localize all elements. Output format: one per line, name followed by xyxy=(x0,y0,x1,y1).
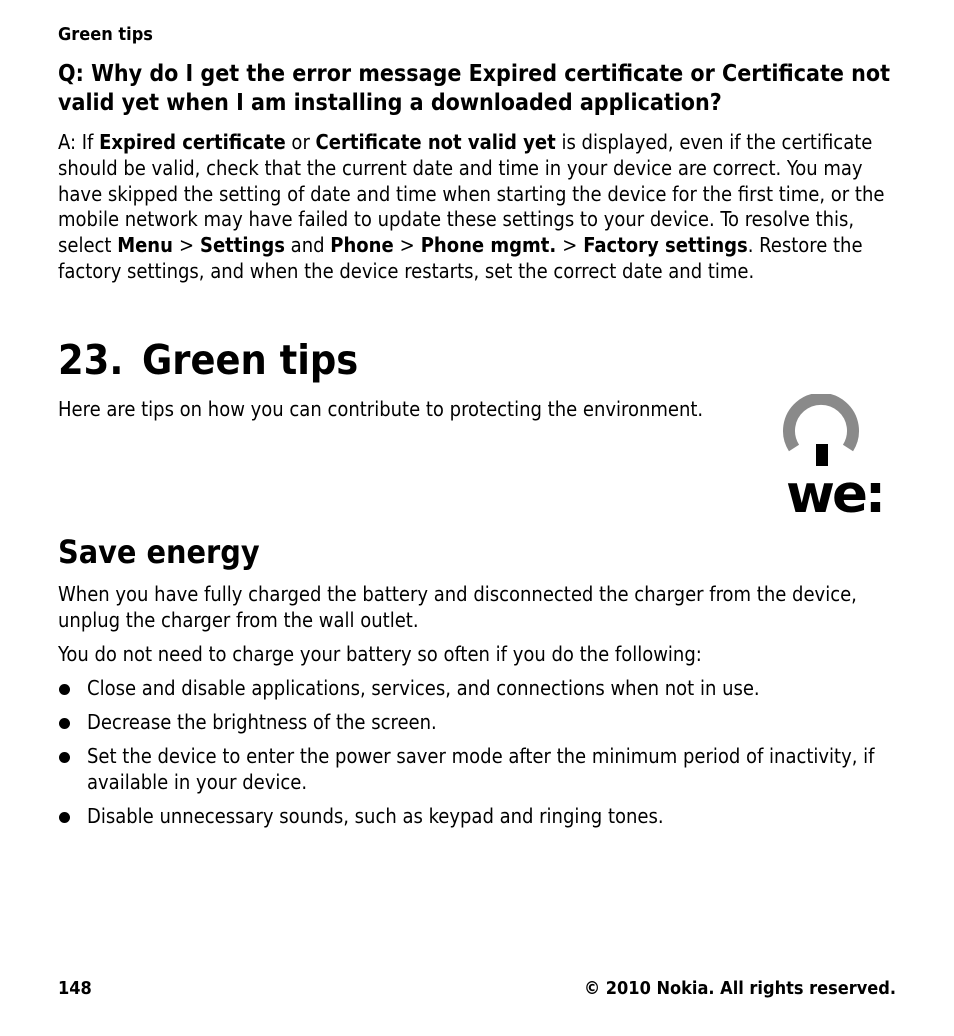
chapter-intro: Here are tips on how you can contribute to protecting the environment. xyxy=(58,397,704,421)
term-certificate-not-valid: Certificate not valid yet xyxy=(315,130,556,154)
term-expired-certificate: Expired certificate xyxy=(99,130,286,154)
we-logo-text: we: xyxy=(786,464,884,518)
answer-and: and xyxy=(284,233,331,258)
paragraph-charge-less: You do not need to charge your battery so often if you do the following: xyxy=(58,642,702,666)
chapter-number: 23. xyxy=(58,336,124,384)
running-header: Green tips xyxy=(58,24,153,45)
menu-path-phone-mgmt: Phone mgmt. xyxy=(420,233,557,258)
menu-separator: > xyxy=(562,233,578,258)
menu-path-settings: Settings xyxy=(200,233,285,258)
menu-path-menu: Menu xyxy=(117,233,173,258)
list-item: Set the device to enter the power saver mode after the minimum period of inactivity, if available in your device. xyxy=(58,743,896,795)
copyright-notice: © 2010 Nokia. All rights reserved. xyxy=(583,978,896,999)
list-item: Decrease the brightness of the screen. xyxy=(58,709,896,735)
answer-or: or xyxy=(285,130,316,154)
document-page xyxy=(58,0,896,1036)
we-logo-stem xyxy=(816,444,828,466)
we-logo-icon xyxy=(778,394,896,518)
menu-path-factory-settings: Factory settings xyxy=(583,233,748,258)
chapter-title xyxy=(58,334,358,386)
answer-text-1: is displayed, even if the certificate should be valid, check that the current date and time in your device are correct. You may have skipped the setting of date and time when starting the device for the first time, or the mobile network may have failed to update these settings to your device. To resolve this, select xyxy=(58,130,885,258)
page-number: 148 xyxy=(58,978,92,999)
chapter-title-text: Green tips xyxy=(142,336,359,384)
menu-separator: > xyxy=(399,233,415,258)
list-item: Close and disable applications, services, and connections when not in use. xyxy=(58,675,896,701)
energy-tips-list xyxy=(58,675,896,837)
answer-prefix: A: If xyxy=(58,130,100,154)
section-title: Save energy xyxy=(58,533,260,571)
paragraph-unplug-charger: When you have fully charged the battery and disconnected the charger from the device, unplug the charger from the wall outlet. xyxy=(58,582,857,632)
list-item: Disable unnecessary sounds, such as keypad and ringing tones. xyxy=(58,803,896,829)
we-logo-graphic xyxy=(778,394,896,518)
we-logo-arc xyxy=(789,399,853,448)
faq-question: Q: Why do I get the error message Expired certificate or Certificate not valid yet when I am installing a downloaded application? xyxy=(58,61,890,116)
menu-path-phone: Phone xyxy=(330,233,394,258)
menu-separator: > xyxy=(178,233,195,258)
answer-text-2: . Restore the factory settings, and when the device restarts, set the correct date and time. xyxy=(58,233,863,283)
faq-answer xyxy=(58,130,896,285)
